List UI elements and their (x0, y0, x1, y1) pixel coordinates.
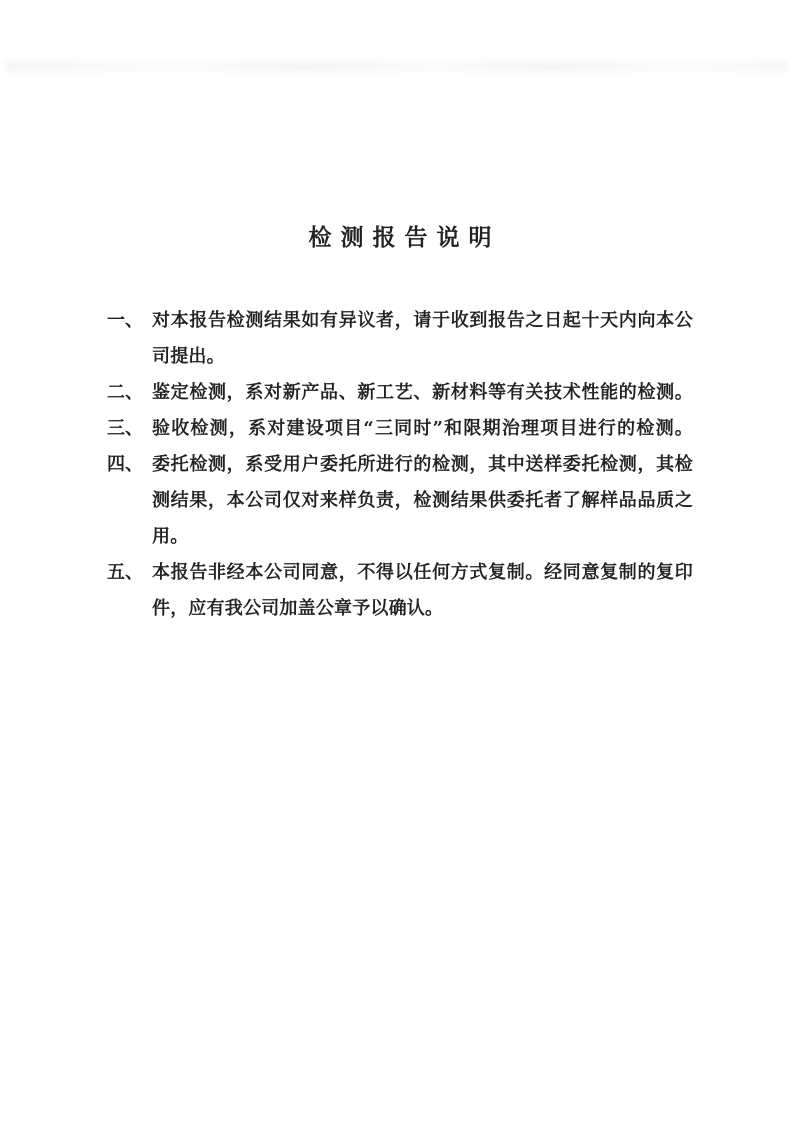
page-title: 检测报告说明 (308, 224, 501, 251)
item-line: 件，应有我公司加盖公章予以确认。 (152, 598, 444, 619)
item-number: 四、 (107, 454, 143, 475)
item-line: 司提出。 (152, 346, 225, 367)
item-line: 鉴定检测，系对新产品、新工艺、新材料等有关技术性能的检测。 (152, 382, 693, 403)
item-line: 委托检测，系受用户委托所进行的检测，其中送样委托检测，其检 (152, 454, 693, 475)
item-line: 对本报告检测结果如有异议者，请于收到报告之日起十天内向本公 (152, 310, 693, 331)
list-item (107, 303, 693, 375)
list-item (107, 555, 693, 627)
notes-list (107, 303, 693, 627)
scan-artifact (6, 61, 788, 72)
item-number: 二、 (107, 382, 143, 403)
list-item (107, 411, 693, 447)
list-item (107, 375, 693, 411)
item-line: 用。 (152, 526, 189, 547)
item-number: 三、 (107, 418, 143, 439)
item-line: 测结果，本公司仅对来样负责，检测结果供委托者了解样品品质之 (152, 490, 693, 511)
item-number: 一、 (107, 310, 143, 331)
list-item (107, 447, 693, 555)
item-line: 本报告非经本公司同意，不得以任何方式复制。经同意复制的复印 (152, 562, 693, 583)
item-line: 验收检测，系对建设项目“三同时”和限期治理项目进行的检测。 (152, 418, 693, 439)
item-number: 五、 (107, 562, 143, 583)
